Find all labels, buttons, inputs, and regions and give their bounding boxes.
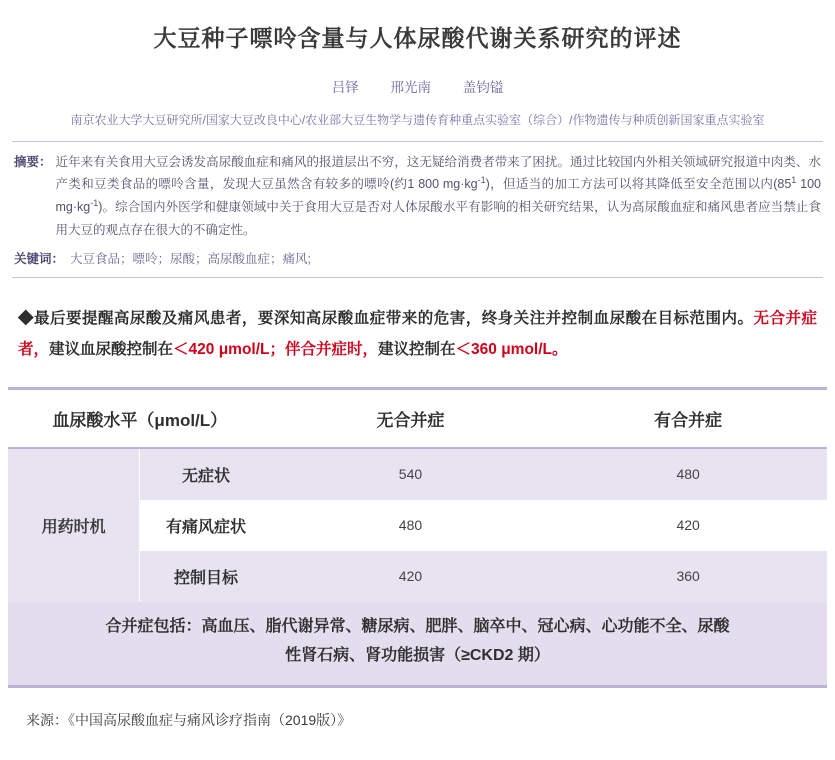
value-with-comorbidity: 420 bbox=[549, 500, 827, 551]
footer-note-line-2: 性肾石病、肾功能损害（≥CKD2 期） bbox=[285, 647, 550, 665]
highlight-note bbox=[0, 278, 835, 364]
uric-acid-table-wrapper bbox=[8, 387, 827, 688]
abstract-part-1: 近年来有关食用大豆会诱发高尿酸血症和痛风的报道层出不穷，这无疑给消费者带来了困扰。通过比较国内外相关领域研究报道中肉类、水产类和豆类食品的嘌呤含量，发现大豆虽然含有较多的嘌呤(约1 800 mg·kg bbox=[55, 154, 821, 192]
source-citation: 来源：《中国高尿酸血症与痛风诊疗指南（2019版）》 bbox=[26, 712, 352, 729]
note-red-1: 无合并症者， bbox=[18, 310, 817, 358]
symptom-cell: 有痛风症状 bbox=[140, 500, 272, 551]
author-list bbox=[0, 76, 835, 96]
abstract-label: 摘要： bbox=[14, 154, 52, 169]
abstract-part-3: 100 mg·kg bbox=[55, 177, 821, 215]
page-title: 大豆种子嘌呤含量与人体尿酸代谢关系研究的评述 bbox=[153, 25, 682, 51]
value-with-comorbidity: 480 bbox=[549, 448, 827, 500]
note-mid-1: 建议血尿酸控制在 bbox=[49, 340, 174, 358]
table-header-row bbox=[8, 390, 827, 448]
table-header-with: 有合并症 bbox=[549, 390, 827, 448]
affiliation: 南京农业大学大豆研究所/国家大豆改良中心/农业部大豆生物学与遗传育种重点实验室（综合）/作物遗传与种质创新国家重点实验室 bbox=[70, 113, 765, 128]
author-name: 吕铎 bbox=[331, 80, 359, 96]
abstract-block bbox=[0, 142, 835, 242]
note-red-2: ＜420 μmol/L；伴合并症时， bbox=[173, 340, 379, 358]
uric-acid-table bbox=[8, 390, 827, 602]
note-red-3: ＜360 μmol/L。 bbox=[455, 340, 568, 358]
table-footer-note bbox=[8, 602, 827, 685]
keywords-block bbox=[0, 241, 835, 267]
symptom-cell: 无症状 bbox=[140, 448, 272, 500]
author-name: 邢光南 bbox=[390, 80, 431, 96]
value-without-comorbidity: 540 bbox=[272, 448, 550, 500]
abstract-sup-3: -1 bbox=[90, 198, 99, 209]
footer-note-line-1: 合并症包括：高血压、脂代谢异常、糖尿病、肥胖、脑卒中、冠心病、心功能不全、尿酸 bbox=[105, 617, 730, 635]
table-row bbox=[8, 448, 827, 500]
value-with-comorbidity: 360 bbox=[549, 551, 827, 602]
abstract-sup-1: -1 bbox=[477, 175, 486, 186]
table-header-without: 无合并症 bbox=[272, 390, 550, 448]
row-group-label: 用药时机 bbox=[8, 448, 140, 602]
note-mid-2: 建议控制在 bbox=[378, 340, 456, 358]
symptom-cell: 控制目标 bbox=[140, 551, 272, 602]
value-without-comorbidity: 480 bbox=[272, 500, 550, 551]
author-name: 盖钧镒 bbox=[462, 80, 504, 96]
keywords-text: 大豆食品；嘌呤；尿酸；高尿酸血症；痛风; bbox=[70, 252, 311, 267]
abstract-sup-2: 1 bbox=[791, 175, 797, 186]
note-prefix: ◆最后要提醒高尿酸及痛风患者，要深知高尿酸血症带来的危害，终身关注并控制血尿酸在目标范围内。 bbox=[18, 310, 754, 328]
table-header-level: 血尿酸水平（μmol/L） bbox=[8, 390, 272, 448]
keywords-label: 关键词： bbox=[14, 252, 65, 267]
abstract-part-4: )。综合国内外医学和健康领域中关于食用大豆是否对人体尿酸水平有影响的相关研究结果，认为高尿酸血症和痛风患者应当禁止食用大豆的观点存在很大的不确定性。 bbox=[55, 200, 821, 237]
abstract-text bbox=[56, 152, 821, 242]
value-without-comorbidity: 420 bbox=[272, 551, 550, 602]
abstract-part-2: )，但适当的加工方法可以将其降低至安全范围以内(85 bbox=[485, 177, 792, 192]
